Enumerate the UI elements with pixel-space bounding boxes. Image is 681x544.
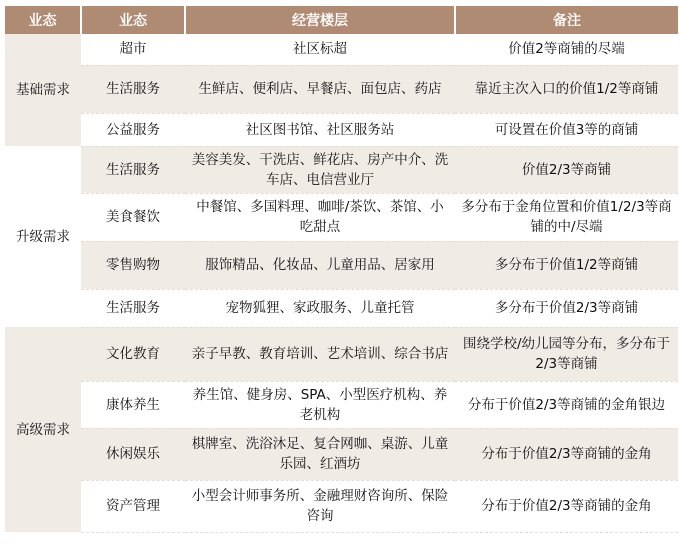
table-row [5, 289, 678, 327]
subtype-cell: 资产管理 [81, 480, 185, 532]
table-row [5, 480, 678, 532]
note-cell: 价值2等商铺的尽端 [455, 34, 678, 65]
subtype-cell: 生活服务 [81, 65, 185, 113]
table-row [5, 113, 678, 146]
table-row [5, 428, 678, 480]
note-cell: 多分布于价值1/2等商铺 [455, 241, 678, 289]
subtype-cell: 康体养生 [81, 381, 185, 428]
floors-cell: 服饰精品、化妆品、儿童用品、居家用 [185, 241, 455, 289]
note-cell: 多分布于价值2/3等商铺 [455, 289, 678, 327]
table-row [5, 327, 678, 381]
subtype-cell: 公益服务 [81, 113, 185, 146]
note-cell: 靠近主次入口的价值1/2等商铺 [455, 65, 678, 113]
table-row [5, 241, 678, 289]
floors-cell: 社区标超 [185, 34, 455, 65]
floors-cell: 宠物狐狸、家政服务、儿童托管 [185, 289, 455, 327]
note-cell: 分布于价值2/3等商铺的金角银边 [455, 381, 678, 428]
note-cell: 可设置在价值3等的商铺 [455, 113, 678, 146]
header-subtype: 业态 [81, 6, 185, 34]
table-row [5, 193, 678, 241]
subtype-cell: 零售购物 [81, 241, 185, 289]
subtype-cell: 生活服务 [81, 146, 185, 193]
business-format-table [5, 6, 678, 533]
floors-cell: 美容美发、干洗店、鲜花店、房产中介、洗车店、电信营业厅 [185, 146, 455, 193]
header-note: 备注 [455, 6, 678, 34]
table-row [5, 34, 678, 65]
table-row [5, 381, 678, 428]
header-category: 业态 [5, 6, 81, 34]
floors-cell: 亲子早教、教育培训、艺术培训、综合书店 [185, 327, 455, 381]
category-cell: 基础需求 [5, 34, 81, 146]
floors-cell: 中餐馆、多国料理、咖啡/茶饮、茶馆、小吃甜点 [185, 193, 455, 241]
subtype-cell: 超市 [81, 34, 185, 65]
note-cell: 多分布于金角位置和价值1/2/3等商铺的中/尽端 [455, 193, 678, 241]
subtype-cell: 文化教育 [81, 327, 185, 381]
note-cell: 分布于价值2/3等商铺的金角 [455, 428, 678, 480]
note-cell: 围绕学校/幼儿园等分布，多分布于2/3等商铺 [455, 327, 678, 381]
table-row [5, 65, 678, 113]
header-row [5, 6, 678, 34]
subtype-cell: 美食餐饮 [81, 193, 185, 241]
note-cell: 分布于价值2/3等商铺的金角 [455, 480, 678, 532]
table-row [5, 146, 678, 193]
header-floors: 经营楼层 [185, 6, 455, 34]
floors-cell: 生鲜店、便利店、早餐店、面包店、药店 [185, 65, 455, 113]
category-cell: 高级需求 [5, 327, 81, 532]
subtype-cell: 休闲娱乐 [81, 428, 185, 480]
floors-cell: 社区图书馆、社区服务站 [185, 113, 455, 146]
floors-cell: 棋牌室、洗浴沐足、复合网咖、桌游、儿童乐园、红酒坊 [185, 428, 455, 480]
floors-cell: 养生馆、健身房、SPA、小型医疗机构、养老机构 [185, 381, 455, 428]
subtype-cell: 生活服务 [81, 289, 185, 327]
floors-cell: 小型会计师事务所、金融理财咨询所、保险咨询 [185, 480, 455, 532]
category-cell: 升级需求 [5, 146, 81, 327]
note-cell: 价值2/3等商铺 [455, 146, 678, 193]
